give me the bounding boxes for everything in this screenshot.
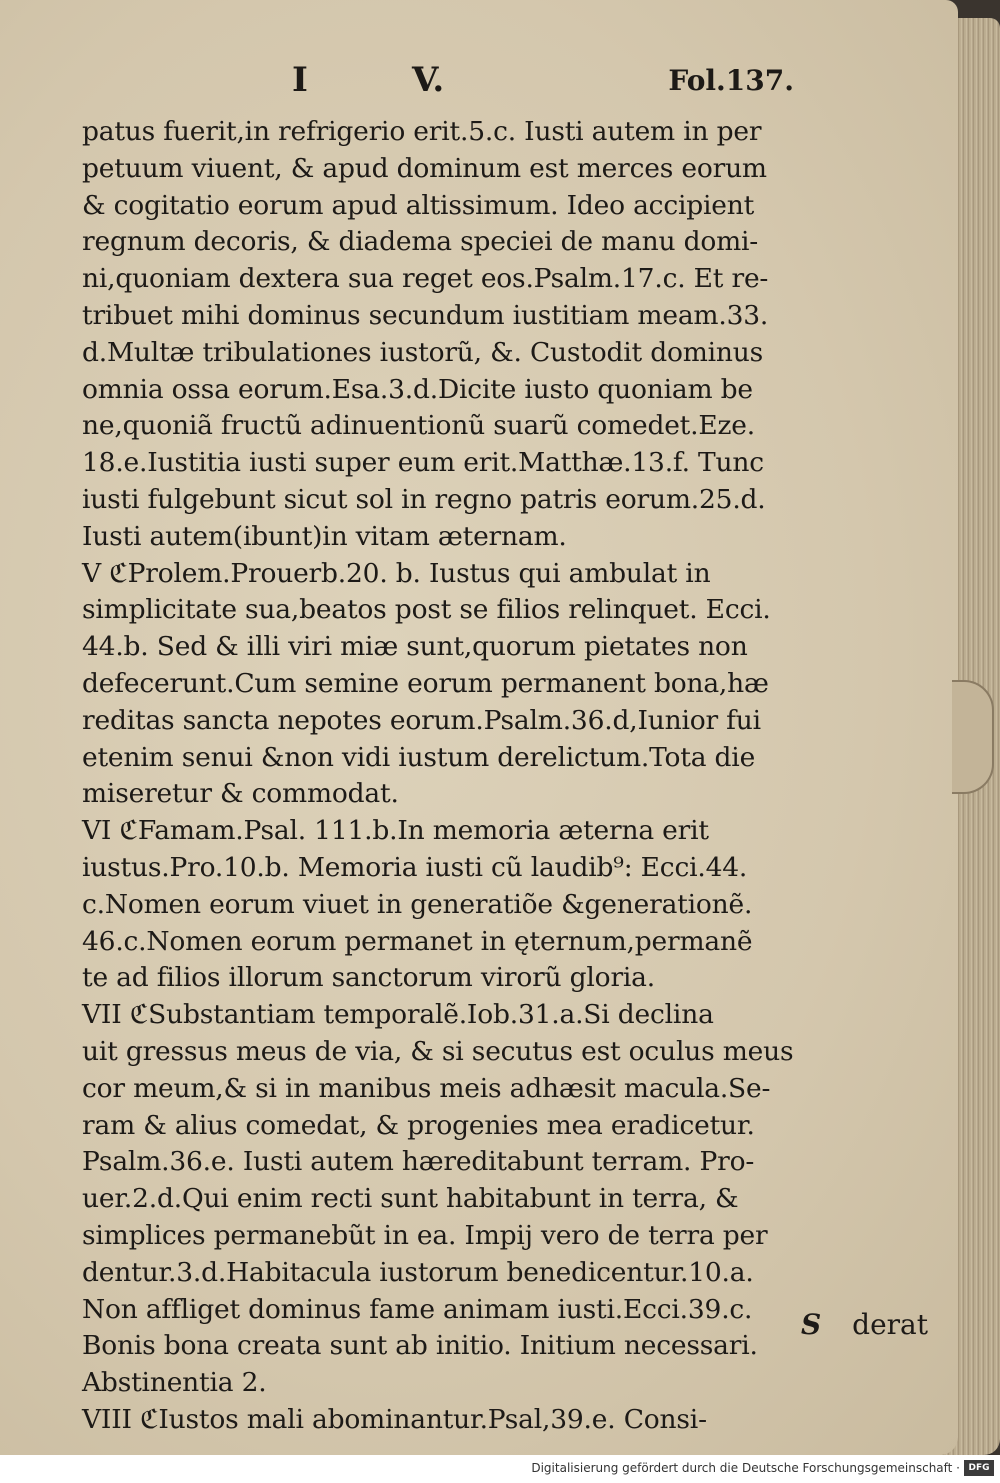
footer-bar: [0, 1455, 1000, 1483]
text-line: VI ℭFamam.Psal. 111.b.In memoria æterna erit: [82, 815, 709, 847]
text-line: petuum viuent, & apud dominum est merces eorum: [82, 152, 767, 184]
catchword: derat: [852, 1308, 928, 1341]
text-line: etenim senui &non vidi iustum derelictum.Tota die: [82, 741, 756, 773]
text-line: c.Nomen eorum viuet in generatiõe &generationẽ.: [82, 888, 753, 920]
text-line: dentur.3.d.Habitacula iustorum benedicentur.10.a.: [82, 1256, 754, 1288]
text-line: cor meum,& si in manibus meis adhæsit macula.Se-: [82, 1072, 771, 1104]
gathering-signature: S: [801, 1308, 822, 1341]
text-line: ni,quoniam dextera sua reget eos.Psalm.17.c. Et re-: [82, 263, 769, 295]
text-line: ne,quoniã fructũ adinuentionũ suarũ comedet.Eze.: [82, 410, 755, 442]
text-line: defecerunt.Cum semine eorum permanent bona,hæ: [82, 667, 769, 699]
folio-number: Fol.137.: [668, 64, 794, 97]
text-line: regnum decoris, & diadema speciei de manu domi-: [82, 226, 759, 258]
text-line: iusti fulgebunt sicut sol in regno patris eorum.25.d.: [82, 483, 766, 515]
signature-mark: I: [292, 60, 308, 100]
text-line: tribuet mihi dominus secundum iustitiam meam.33.: [82, 299, 769, 331]
text-line: Non affliget dominus fame animam iusti.Ecci.39.c.: [82, 1293, 753, 1325]
text-line: uit gressus meus de via, & si secutus est oculus meus: [82, 1035, 794, 1067]
text-line: 18.e.Iustitia iusti super eum erit.Matthæ.13.f. Tunc: [82, 447, 764, 479]
text-line: & cogitatio eorum apud altissimum. Ideo accipient: [82, 189, 755, 221]
funding-credit: Digitalisierung gefördert durch die Deutsche Forschungsgemeinschaft ·: [531, 1461, 960, 1475]
text-line: 46.c.Nomen eorum permanet in ęternum,permanẽ: [82, 925, 753, 957]
text-line: simplicitate sua,beatos post se filios relinquet. Ecci.: [82, 594, 771, 626]
text-line: iustus.Pro.10.b. Memoria iusti cũ laudib⁹: Ecci.44.: [82, 851, 748, 883]
text-line: Abstinentia 2.: [82, 1367, 267, 1399]
text-line: omnia ossa eorum.Esa.3.d.Dicite iusto quoniam be: [82, 373, 753, 405]
text-line: te ad filios illorum sanctorum virorũ gloria.: [82, 962, 656, 994]
text-line: V ℭProlem.Prouerb.20. b. Iustus qui ambulat in: [82, 557, 711, 589]
text-line: Iusti autem(ibunt)in vitam æternam.: [82, 520, 567, 552]
text-line: uer.2.d.Qui enim recti sunt habitabunt in terra, &: [82, 1183, 739, 1215]
text-line: ram & alius comedat, & progenies mea eradicetur.: [82, 1109, 755, 1141]
text-line: VIII ℭIustos mali abominantur.Psal,39.e. Consi-: [82, 1403, 707, 1435]
text-line: 44.b. Sed & illi viri miæ sunt,quorum pietates non: [82, 631, 748, 663]
text-line: Bonis bona creata sunt ab initio. Initium necessari.: [82, 1330, 758, 1362]
text-line: miseretur & commodat.: [82, 778, 399, 810]
text-line: reditas sancta nepotes eorum.Psalm.36.d,Iunior fui: [82, 704, 761, 736]
text-block: [82, 58, 794, 1439]
body-text: [82, 114, 794, 1439]
dfg-logo: DFG: [964, 1460, 994, 1476]
catchword-line: [801, 1308, 928, 1341]
text-line: VII ℭSubstantiam temporalẽ.Iob.31.a.Si declina: [82, 999, 714, 1031]
running-head: [82, 58, 794, 114]
text-line: patus fuerit,in refrigerio erit.5.c. Iusti autem in per: [82, 116, 762, 147]
page-tab: [952, 680, 994, 794]
text-line: simplices permanebũt in ea. Impij vero de terra per: [82, 1219, 768, 1251]
text-line: Psalm.36.e. Iusti autem hæreditabunt terram. Pro-: [82, 1146, 755, 1178]
text-line: d.Multæ tribulationes iustorũ, &. Custodit dominus: [82, 336, 764, 368]
section-number: V.: [412, 60, 445, 100]
